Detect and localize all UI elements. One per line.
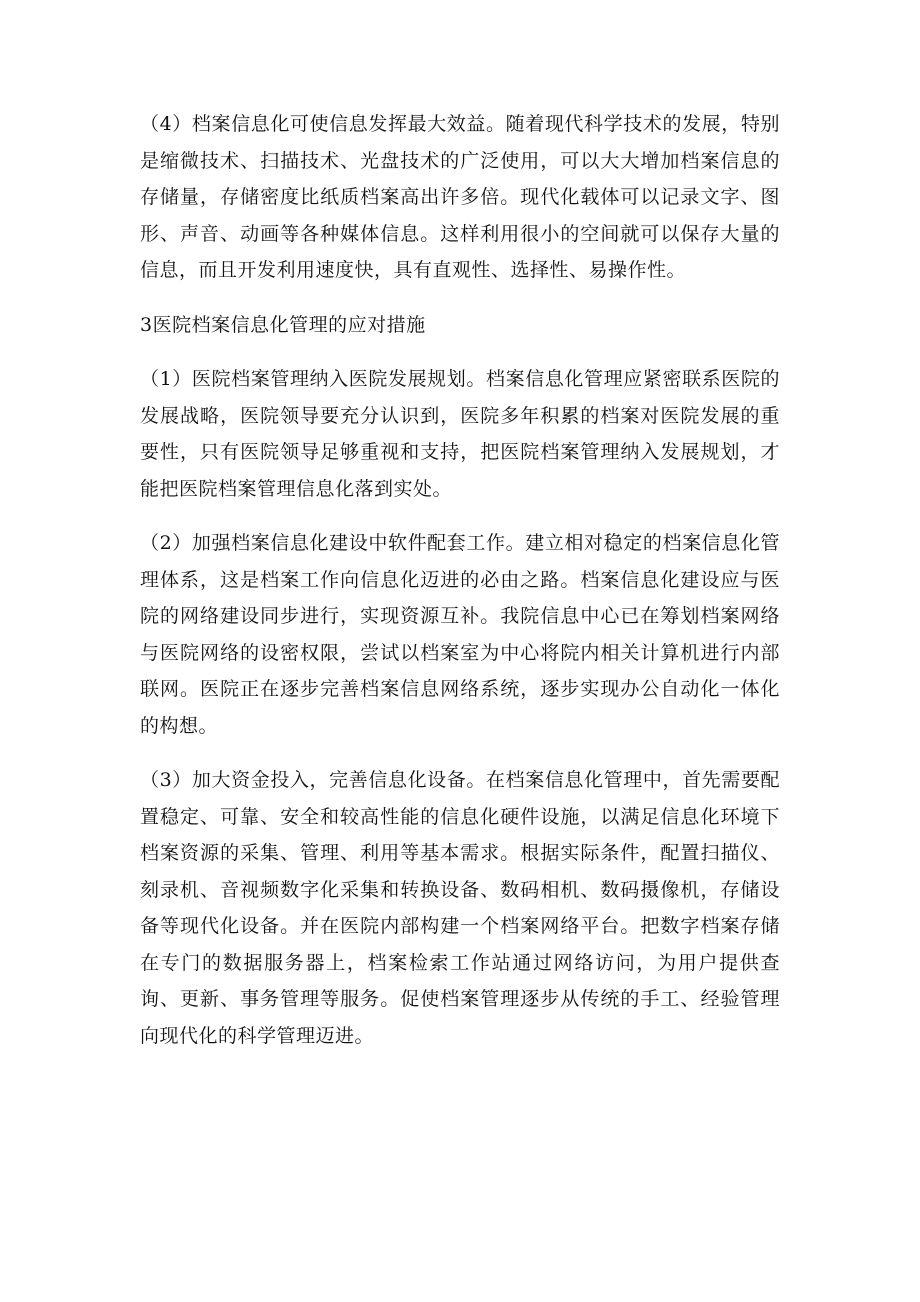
section-heading-3: 3医院档案信息化管理的应对措施 — [140, 313, 426, 336]
paragraph-measure-3: （3）加大资金投入，完善信息化设备。在档案信息化管理中，首先需要配置稳定、可靠、安全和较高性能的信息化硬件设施，以满足信息化环境下档案资源的采集、管理、利用等基本需求。根据实际条件，配置扫描仪、刻录机、音视频数字化采集和转换设备、数码相机、数码摄像机，存储设备等现代化设备。并在医院内部构建一个档案网络平台。把数字档案存储在专门的数据服务器上，档案检索工作站通过网络访问，为用户提供查询、更新、事务管理等服务。促使档案管理逐步从传统的手工、经验管理向现代化的科学管理迈进。 — [140, 769, 780, 1047]
paragraph-measure-2: （2）加强档案信息化建设中软件配套工作。建立相对稳定的档案信息化管理体系，这是档案工作向信息化迈进的必由之路。档案信息化建设应与医院的网络建设同步进行，实现资源互补。我院信息中心已在筹划档案网络与医院网络的设密权限，尝试以档案室为中心将院内相关计算机进行内部联网。医院正在逐步完善档案信息网络系统，逐步实现办公自动化一体化的构想。 — [140, 532, 780, 737]
paragraph-benefit-4: （4）档案信息化可使信息发挥最大效益。随着现代科学技术的发展，特别是缩微技术、扫描技术、光盘技术的广泛使用，可以大大增加档案信息的存储量，存储密度比纸质档案高出许多倍。现代化载体可以记录文字、图形、声音、动画等各种媒体信息。这样利用很小的空间就可以保存大量的信息，而且开发利用速度快，具有直观性、选择性、易操作性。 — [140, 113, 780, 281]
document-body — [140, 106, 780, 1072]
paragraph-measure-1: （1）医院档案管理纳入医院发展规划。档案信息化管理应紧密联系医院的发展战略，医院领导要充分认识到，医院多年积累的档案对医院发展的重要性，只有医院领导足够重视和支持，把医院档案管理纳入发展规划，才能把医院档案管理信息化落到实处。 — [140, 368, 780, 500]
